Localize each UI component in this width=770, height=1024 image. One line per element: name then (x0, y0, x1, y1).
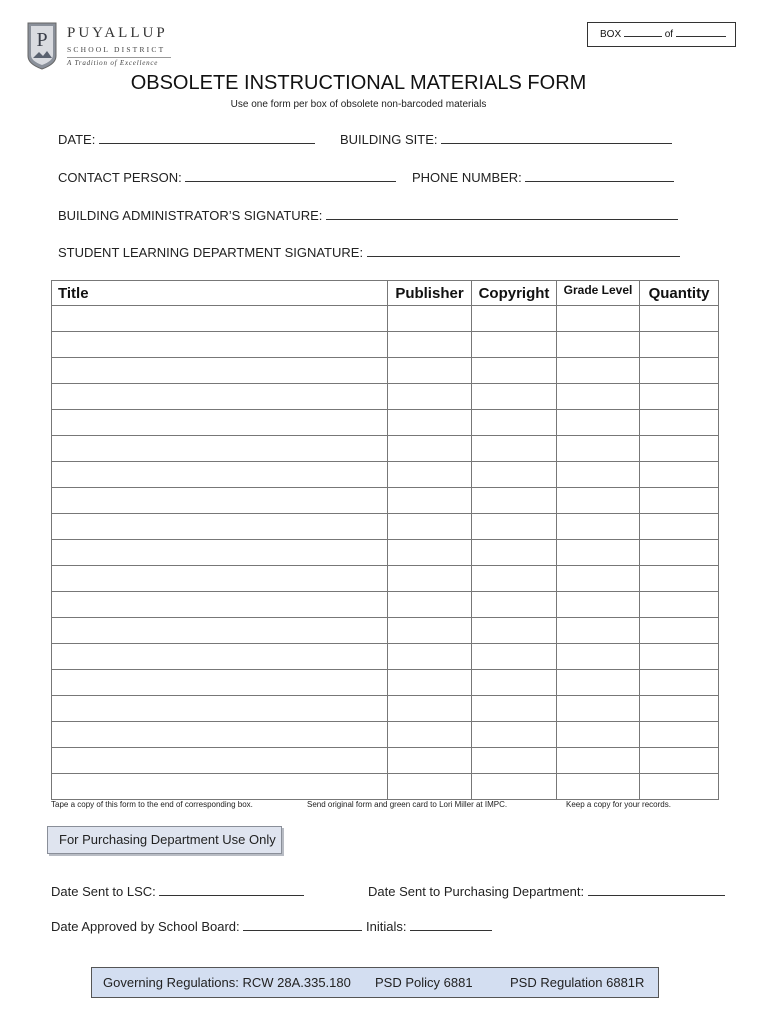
table-cell[interactable] (52, 618, 388, 644)
table-cell[interactable] (557, 670, 640, 696)
governing-regulations-box (91, 967, 659, 998)
table-cell[interactable] (388, 514, 472, 540)
table-row (52, 644, 719, 670)
sld-signature-field[interactable] (367, 244, 680, 257)
table-cell[interactable] (388, 306, 472, 332)
table-cell[interactable] (52, 748, 388, 774)
building-site-label: BUILDING SITE: (340, 132, 438, 147)
table-cell[interactable] (557, 488, 640, 514)
admin-signature-row (58, 207, 678, 223)
table-cell[interactable] (640, 332, 719, 358)
table-row (52, 566, 719, 592)
table-cell[interactable] (557, 462, 640, 488)
table-cell[interactable] (388, 566, 472, 592)
table-cell[interactable] (472, 410, 557, 436)
table-cell[interactable] (52, 670, 388, 696)
table-cell[interactable] (640, 644, 719, 670)
box-total-field[interactable] (676, 27, 726, 37)
column-header-publisher: Publisher (388, 281, 472, 306)
sld-signature-label: STUDENT LEARNING DEPARTMENT SIGNATURE: (58, 245, 364, 260)
table-cell[interactable] (640, 722, 719, 748)
table-cell[interactable] (640, 592, 719, 618)
table-cell[interactable] (640, 540, 719, 566)
table-cell[interactable] (557, 774, 640, 800)
table-row (52, 410, 719, 436)
table-cell[interactable] (472, 566, 557, 592)
table-row (52, 696, 719, 722)
table-cell[interactable] (472, 384, 557, 410)
table-cell[interactable] (52, 774, 388, 800)
table-cell[interactable] (557, 410, 640, 436)
form-subtitle: Use one form per box of obsolete non-barcoded materials (230, 99, 487, 110)
psd-policy-text: PSD Policy 6881 (375, 975, 473, 990)
table-cell[interactable] (52, 358, 388, 384)
table-cell[interactable] (388, 618, 472, 644)
table-cell[interactable] (388, 748, 472, 774)
table-cell[interactable] (640, 462, 719, 488)
table-cell[interactable] (52, 306, 388, 332)
table-cell[interactable] (388, 384, 472, 410)
table-cell[interactable] (640, 384, 719, 410)
table-cell[interactable] (472, 670, 557, 696)
table-cell[interactable] (557, 358, 640, 384)
table-row (52, 748, 719, 774)
contact-person-label: CONTACT PERSON: (58, 170, 182, 185)
district-logo (27, 22, 177, 72)
column-header-grade-level: Grade Level (557, 281, 640, 306)
initials-row (366, 918, 492, 934)
table-cell[interactable] (52, 722, 388, 748)
table-header-row (52, 281, 719, 306)
table-cell[interactable] (557, 332, 640, 358)
box-counter (587, 22, 736, 47)
table-cell[interactable] (388, 436, 472, 462)
table-cell[interactable] (472, 696, 557, 722)
date-sent-purchasing-row (368, 883, 725, 899)
table-cell[interactable] (640, 696, 719, 722)
box-of-label: of (664, 29, 674, 40)
admin-signature-field[interactable] (326, 207, 678, 220)
svg-text:P: P (36, 29, 48, 51)
table-cell[interactable] (388, 774, 472, 800)
table-cell[interactable] (557, 722, 640, 748)
table-row (52, 436, 719, 462)
table-cell[interactable] (557, 540, 640, 566)
table-row (52, 488, 719, 514)
column-header-quantity: Quantity (640, 281, 719, 306)
table-cell[interactable] (472, 358, 557, 384)
date-approved-label: Date Approved by School Board: (51, 919, 240, 934)
table-cell[interactable] (388, 670, 472, 696)
table-row (52, 540, 719, 566)
district-shield-icon (27, 22, 57, 70)
table-cell[interactable] (557, 384, 640, 410)
table-cell[interactable] (640, 410, 719, 436)
table-cell[interactable] (52, 514, 388, 540)
table-row (52, 358, 719, 384)
table-cell[interactable] (388, 722, 472, 748)
table-cell[interactable] (472, 748, 557, 774)
table-row (52, 618, 719, 644)
table-cell[interactable] (52, 566, 388, 592)
phone-number-field[interactable] (525, 169, 674, 182)
table-cell[interactable] (472, 618, 557, 644)
table-cell[interactable] (388, 696, 472, 722)
box-label: BOX (600, 29, 622, 40)
table-cell[interactable] (388, 644, 472, 670)
materials-table-body (52, 306, 719, 800)
table-cell[interactable] (640, 774, 719, 800)
table-cell[interactable] (557, 618, 640, 644)
table-cell[interactable] (52, 332, 388, 358)
date-field[interactable] (99, 131, 315, 144)
table-cell[interactable] (472, 774, 557, 800)
contact-person-field[interactable] (185, 169, 396, 182)
table-cell[interactable] (52, 644, 388, 670)
table-cell[interactable] (52, 696, 388, 722)
table-cell[interactable] (557, 696, 640, 722)
logo-divider (67, 57, 171, 58)
table-cell[interactable] (472, 488, 557, 514)
table-cell[interactable] (472, 722, 557, 748)
logo-name: PUYALLUP (67, 25, 168, 41)
table-cell[interactable] (52, 462, 388, 488)
table-cell[interactable] (388, 540, 472, 566)
table-cell[interactable] (557, 566, 640, 592)
column-header-copyright: Copyright (472, 281, 557, 306)
date-approved-row (51, 918, 362, 934)
table-cell[interactable] (388, 332, 472, 358)
initials-label: Initials: (366, 919, 407, 934)
column-header-title: Title (52, 281, 388, 306)
table-cell[interactable] (472, 332, 557, 358)
table-cell[interactable] (557, 644, 640, 670)
date-sent-lsc-label: Date Sent to LSC: (51, 884, 156, 899)
table-cell[interactable] (472, 514, 557, 540)
table-cell[interactable] (557, 592, 640, 618)
table-cell[interactable] (388, 410, 472, 436)
date-sent-purchasing-label: Date Sent to Purchasing Department: (368, 884, 585, 899)
purchasing-banner: For Purchasing Department Use Only (47, 826, 282, 854)
table-row (52, 670, 719, 696)
date-sent-lsc-field[interactable] (159, 883, 304, 896)
table-cell[interactable] (640, 670, 719, 696)
table-cell[interactable] (557, 748, 640, 774)
table-cell[interactable] (388, 592, 472, 618)
table-cell[interactable] (472, 644, 557, 670)
table-cell[interactable] (388, 358, 472, 384)
date-sent-purchasing-field[interactable] (588, 883, 725, 896)
table-row (52, 592, 719, 618)
table-cell[interactable] (640, 306, 719, 332)
table-cell[interactable] (640, 436, 719, 462)
table-cell[interactable] (52, 592, 388, 618)
table-cell[interactable] (640, 514, 719, 540)
table-row (52, 332, 719, 358)
table-cell[interactable] (52, 410, 388, 436)
note-send: Send original form and green card to Lori Miller at IMPC. (307, 800, 508, 809)
date-field-row (58, 131, 315, 147)
table-cell[interactable] (52, 384, 388, 410)
table-cell[interactable] (640, 618, 719, 644)
sld-signature-row (58, 244, 680, 260)
table-cell[interactable] (52, 488, 388, 514)
table-cell[interactable] (52, 436, 388, 462)
table-row (52, 462, 719, 488)
table-cell[interactable] (557, 436, 640, 462)
initials-field[interactable] (410, 918, 492, 931)
logo-tagline: A Tradition of Excellence (67, 59, 159, 67)
table-cell[interactable] (472, 436, 557, 462)
table-row (52, 514, 719, 540)
table-cell[interactable] (388, 462, 472, 488)
table-row (52, 384, 719, 410)
date-approved-field[interactable] (243, 918, 362, 931)
building-site-field[interactable] (441, 131, 672, 144)
table-row (52, 306, 719, 332)
table-cell[interactable] (640, 748, 719, 774)
table-cell[interactable] (52, 540, 388, 566)
building-site-row (340, 131, 672, 147)
table-cell[interactable] (557, 306, 640, 332)
admin-signature-label: BUILDING ADMINISTRATOR’S SIGNATURE: (58, 208, 323, 223)
materials-table (51, 280, 719, 800)
table-cell[interactable] (640, 488, 719, 514)
table-cell[interactable] (388, 488, 472, 514)
table-cell[interactable] (640, 358, 719, 384)
table-cell[interactable] (472, 592, 557, 618)
date-label: DATE: (58, 132, 96, 147)
table-cell[interactable] (472, 540, 557, 566)
box-number-field[interactable] (624, 27, 662, 37)
table-cell[interactable] (472, 462, 557, 488)
table-cell[interactable] (640, 566, 719, 592)
psd-regulation-text: PSD Regulation 6881R (510, 975, 645, 990)
form-title: OBSOLETE INSTRUCTIONAL MATERIALS FORM (130, 72, 587, 94)
table-row (52, 774, 719, 800)
table-cell[interactable] (472, 306, 557, 332)
note-tape: Tape a copy of this form to the end of corresponding box. (51, 800, 253, 809)
table-row (52, 722, 719, 748)
logo-district: SCHOOL DISTRICT (67, 45, 166, 54)
governing-regulations-text: Governing Regulations: RCW 28A.335.180 (103, 975, 351, 990)
note-keep: Keep a copy for your records. (566, 800, 671, 809)
phone-number-label: PHONE NUMBER: (412, 170, 522, 185)
contact-person-row (58, 169, 396, 185)
date-sent-lsc-row (51, 883, 304, 899)
phone-number-row (412, 169, 674, 185)
table-cell[interactable] (557, 514, 640, 540)
